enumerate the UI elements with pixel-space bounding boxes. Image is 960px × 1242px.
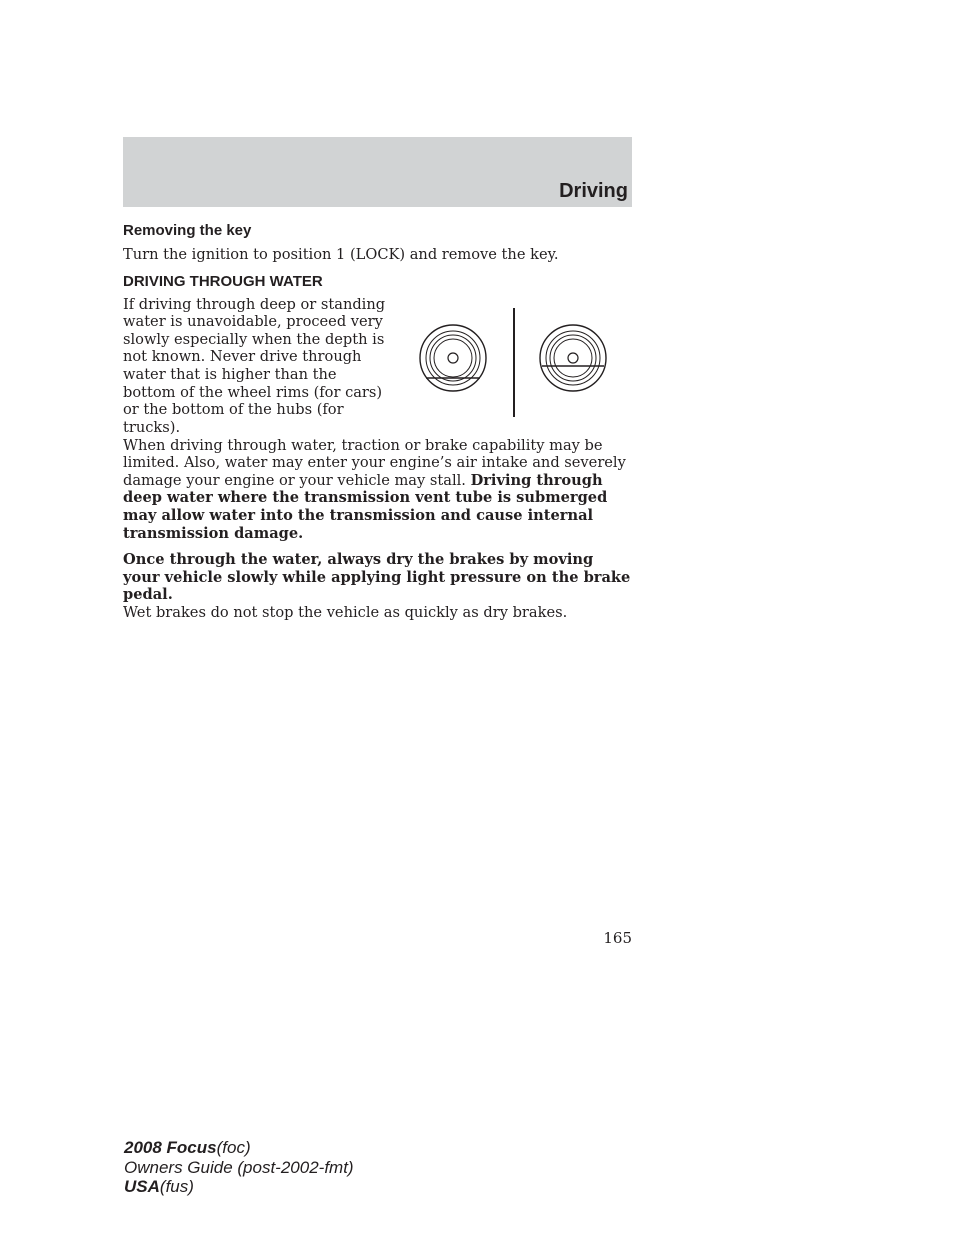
header-band [123,137,632,207]
removing-key-text: Turn the ignition to position 1 (LOCK) and remove the key. [123,246,559,263]
dry-brakes-paragraph [123,551,632,621]
footer-line-3 [124,1177,354,1197]
chapter-title: Driving [559,180,628,202]
wet-brakes-text: Wet brakes do not stop the vehicle as quickly as dry brakes. [123,603,568,621]
footer-market: USA [124,1177,160,1196]
water-intro-text: If driving through deep or standing water is unavoidable, proceed very slowly especially when the depth is not known. Never drive through water that is higher than the bottom of the wheel rims (for cars) or the bottom of the hubs (for trucks). [123,295,386,436]
water-damage-paragraph [123,437,632,543]
removing-key-heading: Removing the key [123,222,252,239]
car-wheel-icon [420,325,486,391]
page-content [123,222,632,631]
document-footer [124,1138,354,1197]
water-damage-text: When driving through water, traction or brake capability may be limited. Also, water may enter your engine’s air intake and severely damage your engine or your vehicle may stall. [123,436,626,489]
truck-wheel-icon [540,325,606,391]
footer-model: 2008 Focus [124,1138,217,1157]
footer-model-code: (foc) [216,1138,251,1157]
water-intro-block [123,295,632,436]
page-number: 165 [603,929,632,947]
dry-brakes-warning: Once through the water, always dry the brakes by moving your vehicle slowly while applying light pressure on the brake pedal. [123,551,631,604]
footer-line-2: Owners Guide (post-2002-fmt) [124,1157,354,1177]
driving-water-heading: DRIVING THROUGH WATER [123,272,323,290]
footer-market-code: (fus) [159,1177,194,1196]
water-depth-illustration [413,306,613,424]
transmission-warning: Driving through deep water where the transmission vent tube is submerged may allow water into the transmission and cause internal transmission damage. [123,471,608,542]
footer-line-1 [124,1138,354,1158]
